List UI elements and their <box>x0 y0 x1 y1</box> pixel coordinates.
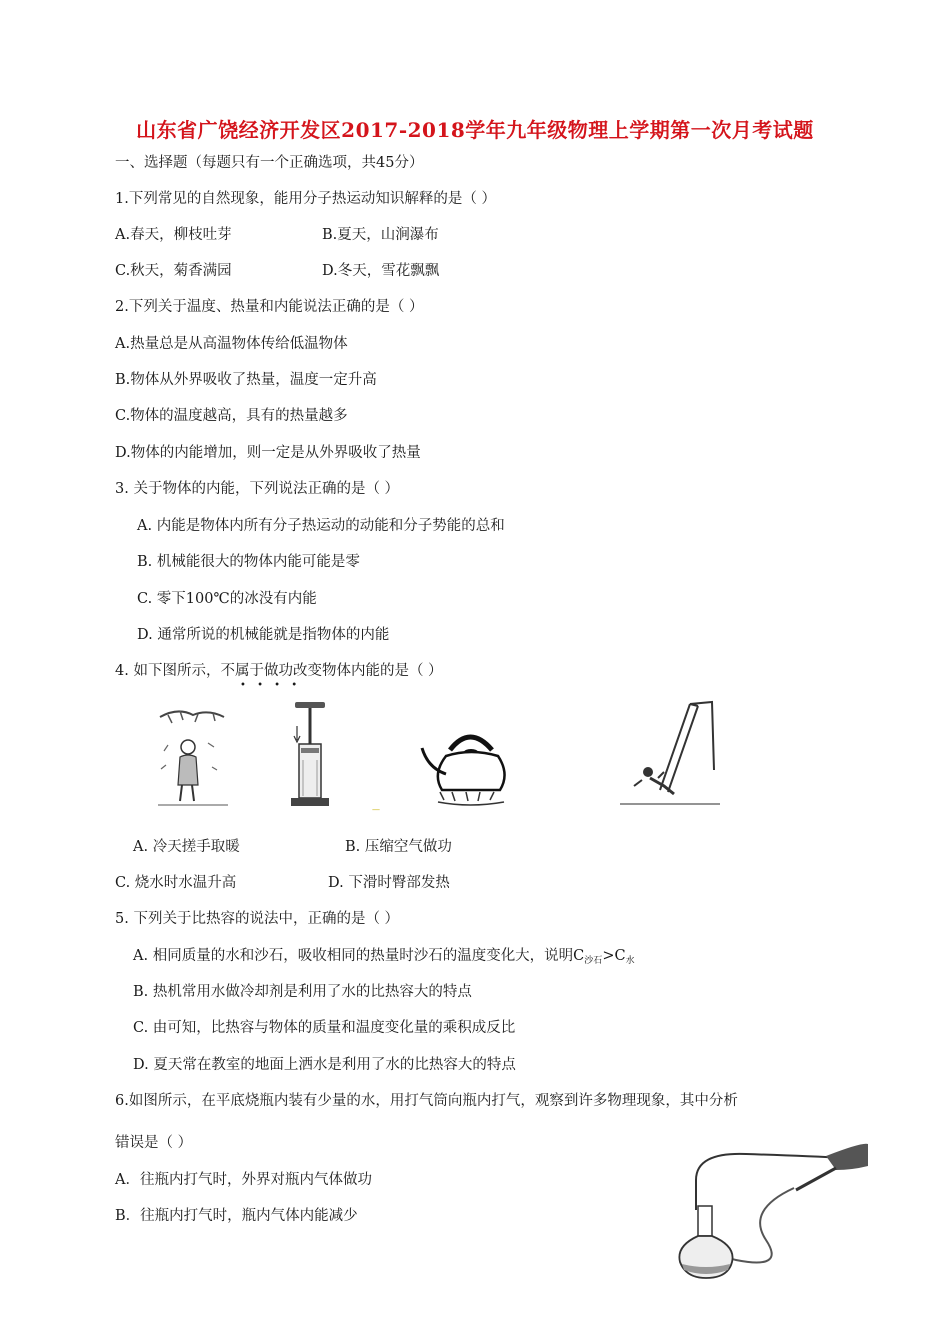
q2-option-a: A.热量总是从高温物体传给低温物体 <box>115 336 348 352</box>
q3-option-c: C. 零下100℃的冰没有内能 <box>137 591 317 607</box>
q2-stem: 2.下列关于温度、热量和内能说法正确的是（ ） <box>115 299 424 315</box>
q4-option-c: C. 烧水时水温升高 <box>115 875 237 891</box>
section-heading: 一、选择题（每题只有一个正确选项，共45分） <box>115 155 424 171</box>
q6-option-a: A．往瓶内打气时，外界对瓶内气体做功 <box>115 1172 372 1188</box>
q6-stem-cont: 错误是（ ） <box>115 1135 193 1151</box>
q2-option-c: C.物体的温度越高，具有的热量越多 <box>115 408 348 424</box>
q4-option-b: B. 压缩空气做功 <box>345 839 452 855</box>
q1-option-a: A.春天，柳枝吐芽 <box>115 227 232 243</box>
stray-mark: — <box>372 805 380 814</box>
q5-option-d: D. 夏天常在教室的地面上洒水是利用了水的比热容大的特点 <box>133 1057 516 1073</box>
q4-option-a: A. 冷天搓手取暖 <box>133 839 240 855</box>
q6-option-b: B．往瓶内打气时，瓶内气体内能减少 <box>115 1208 358 1224</box>
q3-option-d: D. 通常所说的机械能就是指物体的内能 <box>137 627 390 643</box>
q5-option-b: B. 热机常用水做冷却剂是利用了水的比热容大的特点 <box>133 984 472 1000</box>
kettle-figure <box>420 728 525 808</box>
page-title: 山东省广饶经济开发区2017-2018学年九年级物理上学期第一次月考试题 <box>136 118 814 142</box>
q2-option-d: D.物体的内能增加，则一定是从外界吸收了热量 <box>115 445 421 461</box>
q6-stem: 6.如图所示，在平底烧瓶内装有少量的水，用打气筒向瓶内打气，观察到许多物理现象，其中分析 <box>115 1093 738 1109</box>
q1-option-b: B.夏天，山涧瀑布 <box>322 227 439 243</box>
q3-option-a: A. 内能是物体内所有分子热运动的动能和分子势能的总和 <box>137 518 505 534</box>
rubbing-hands-figure <box>158 705 228 810</box>
q3-stem: 3. 关于物体的内能，下列说法正确的是（ ） <box>115 481 400 497</box>
q4-stem: 4. 如下图所示，不属于做功改变物体内能的是（ ） <box>115 663 443 679</box>
q1-stem: 1.下列常见的自然现象，能用分子热运动知识解释的是（ ） <box>115 191 496 207</box>
q1-option-d: D.冬天，雪花飘飘 <box>322 263 440 279</box>
emphasis-dots: • • • • <box>240 680 302 691</box>
q4-option-d: D. 下滑时臀部发热 <box>328 875 450 891</box>
q2-option-b: B.物体从外界吸收了热量，温度一定升高 <box>115 372 377 388</box>
flask-pump-figure <box>676 1140 868 1280</box>
q5-stem: 5. 下列关于比热容的说法中，正确的是（ ） <box>115 911 400 927</box>
q5-option-c: C. 由可知，比热容与物体的质量和温度变化量的乘积成反比 <box>133 1020 516 1036</box>
slide-figure <box>620 700 720 810</box>
q1-option-c: C.秋天，菊香满园 <box>115 263 232 279</box>
q5-option-a: A. 相同质量的水和沙石，吸收相同的热量时沙石的温度变化大，说明$C_{沙石}>C_水$ <box>133 948 635 966</box>
air-compression-figure <box>285 700 335 810</box>
q3-option-b: B. 机械能很大的物体内能可能是零 <box>137 554 360 570</box>
